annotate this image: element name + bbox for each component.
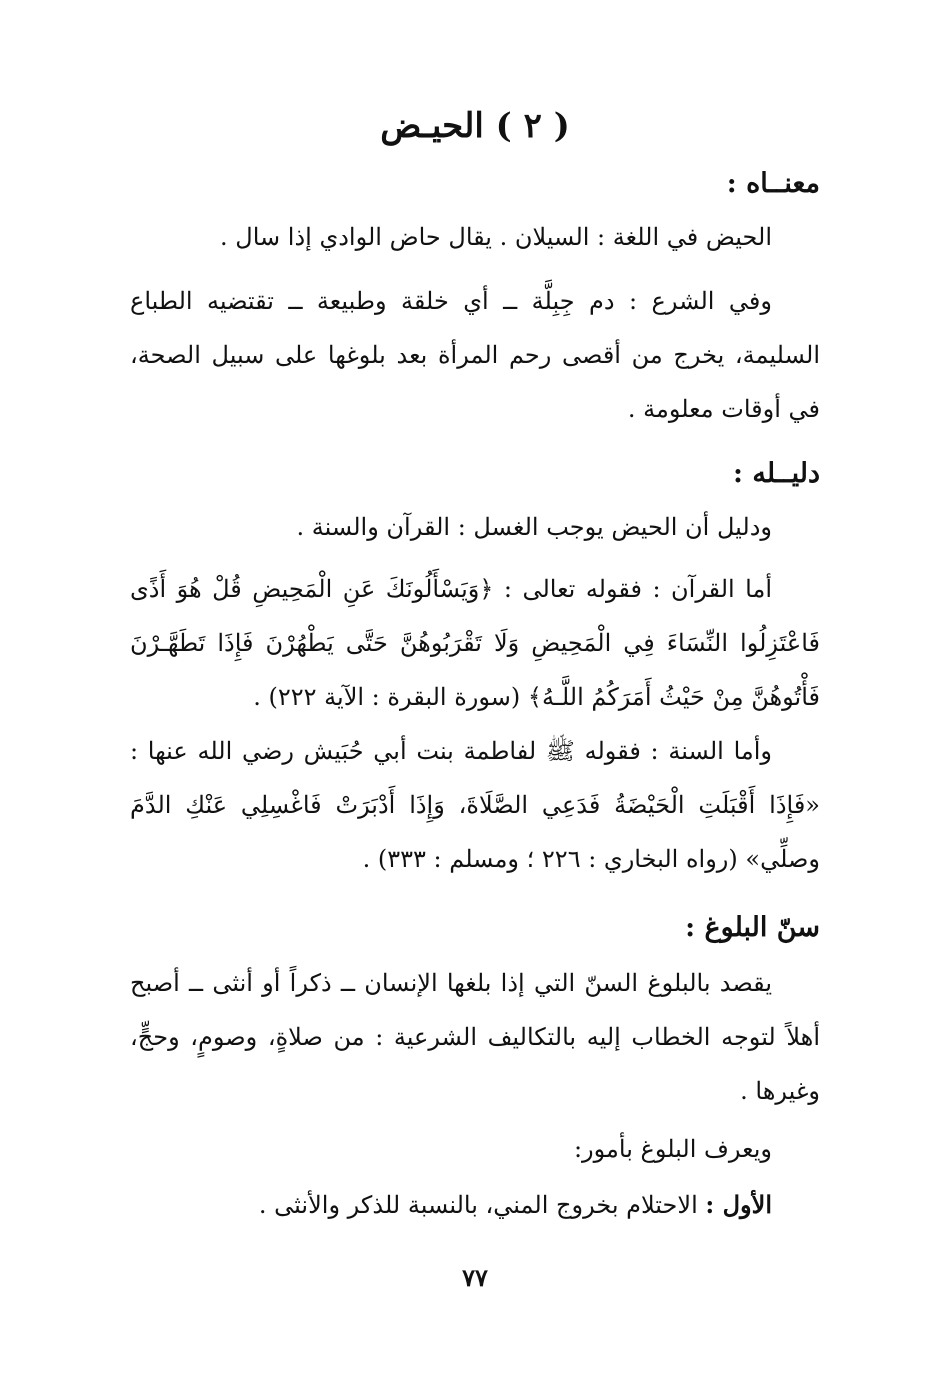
- meaning-sharia-paragraph: وفي الشرع : دم جِبِلَّة ــ أي خلقة وطبيعة ــ تقتضيه الطباع السليمة، يخرج من أقصى رحم المرأة بعد بلوغها على سبيل الصحة، في أوقات معلومة .: [130, 287, 820, 423]
- hadith-reference: (رواه البخاري : ٢٢٦ ؛ ومسلم : ٣٣٣) .: [362, 845, 738, 873]
- quran-reference: (سورة البقرة : الآية ٢٢٢) .: [253, 683, 521, 711]
- quran-verse: ﴿وَيَسْأَلُونَكَ عَنِ الْمَحِيضِ قُلْ هُوَ أَذًى فَاعْتَزِلُوا النِّسَاءَ فِي الْمَحِيضِ وَلَا تَقْرَبُوهُنَّ حَتَّى يَطْهُرْنَ فَإِذَا تَطَهَّـرْنَ فَأْتُوهُنَّ مِنْ حَيْثُ أَمَرَكُمُ اللَّـهُ﴾: [130, 575, 820, 711]
- meaning-language-paragraph: الحيض في اللغة : السيلان . يقال حاض الوادي إذا سال .: [220, 223, 772, 251]
- sunnah-intro: وأما السنة : فقوله ﷺ لفاطمة بنت أبي حُبَيش رضي الله عنها :: [130, 737, 772, 765]
- evidence-intro-paragraph: ودليل أن الحيض يوجب الغسل : القرآن والسنة .: [296, 513, 772, 541]
- quran-paragraph: [130, 562, 820, 724]
- sunnah-paragraph: [130, 724, 820, 886]
- page-number: ٧٧: [462, 1263, 488, 1292]
- section-heading-meaning: معنــاه :: [726, 168, 820, 199]
- puberty-definition-paragraph: يقصد بالبلوغ السنّ التي إذا بلغها الإنسان ــ ذكراً أو أنثى ــ أصبح أهلاً لتوجه الخطاب إليه بالتكاليف الشرعية : من صلاةٍ، وصومٍ، وحجٍّ، وغيرها .: [130, 969, 821, 1105]
- first-sign-text: الاحتلام بخروج المني، بالنسبة للذكر والأنثى .: [258, 1191, 698, 1219]
- section-heading-evidence: دليــله :: [733, 458, 820, 489]
- puberty-signs-intro: ويعرف البلوغ بأمور:: [573, 1135, 772, 1163]
- first-sign-label: الأول :: [705, 1190, 772, 1219]
- chapter-title: ( ٢ ) الحيـض: [380, 106, 570, 146]
- first-sign-paragraph: [130, 1178, 820, 1232]
- quran-intro: أما القرآن : فقوله تعالى :: [503, 575, 772, 603]
- hadith-text: «فَإِذَا أَقْبَلَتِ الْحَيْضَةُ فَدَعِي الصَّلَاةَ، وَإِذَا أَدْبَرَتْ فَاغْسِلِي عَنْكِ الدَّمَ وصلِّي»: [130, 791, 820, 873]
- section-heading-puberty: سنّ البلوغ :: [685, 912, 820, 943]
